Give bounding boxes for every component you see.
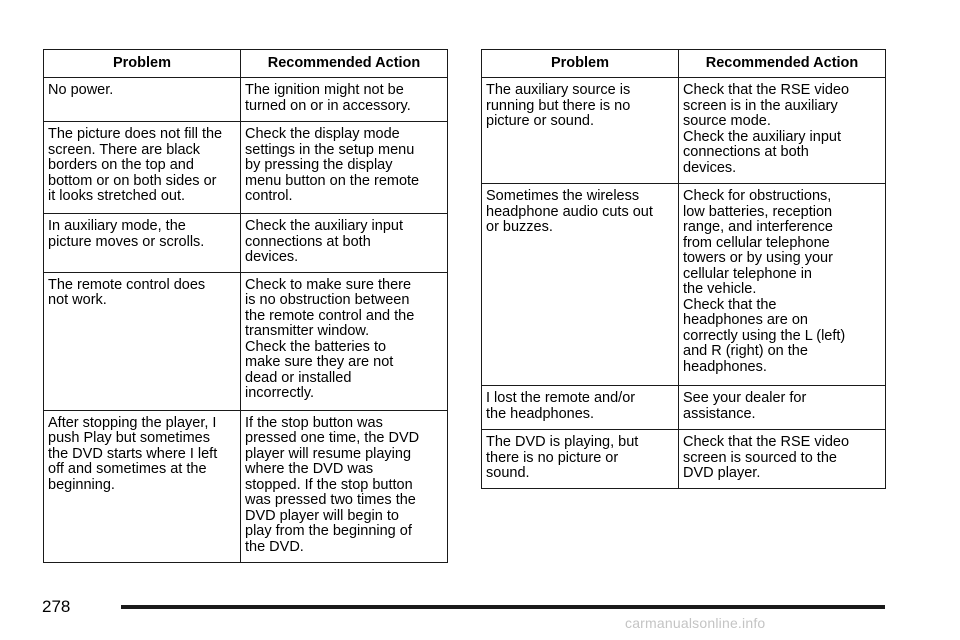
problem-cell: In auxiliary mode, the picture moves or scrolls. [44,214,241,273]
table-row [44,214,448,273]
action-cell: If the stop button was pressed one time, the DVD player will resume playing where the DVD was stopped. If the stop button was pressed two times the DVD player will begin to play from the beginning of the DVD. [241,410,448,562]
table-row [44,272,448,410]
action-cell: Check to make sure there is no obstruction between the remote control and the transmitter window. Check the batteries to make sure they are not dead or installed incorrectly. [241,272,448,410]
troubleshooting-table-right [481,49,886,489]
table-header-row [44,50,448,78]
problem-cell: No power. [44,78,241,122]
action-cell: Check for obstructions, low batteries, reception range, and interference from cellular telephone towers or by using your cellular telephone in the vehicle. Check that the headphones are on correctly using the L (left) and R (right) on the headphones. [679,184,886,386]
action-cell: Check the display mode settings in the setup menu by pressing the display menu button on the remote control. [241,122,448,214]
table-row [44,122,448,214]
table-row [482,78,886,184]
action-cell: Check that the RSE video screen is sourced to the DVD player. [679,430,886,489]
problem-cell: Sometimes the wireless headphone audio cuts out or buzzes. [482,184,679,386]
problem-cell: The auxiliary source is running but there is no picture or sound. [482,78,679,184]
column-header-problem: Problem [44,50,241,78]
watermark: carmanualsonline.info [625,615,766,631]
table-row [482,184,886,386]
problem-cell: The remote control does not work. [44,272,241,410]
table-row [44,78,448,122]
action-cell: Check that the RSE video screen is in the auxiliary source mode. Check the auxiliary input connections at both devices. [679,78,886,184]
table-row [44,410,448,562]
table-row [482,430,886,489]
troubleshooting-table-left [43,49,448,563]
column-header-recommended-action: Recommended Action [241,50,448,78]
problem-cell: After stopping the player, I push Play but sometimes the DVD starts where I left off and sometimes at the beginning. [44,410,241,562]
table-header-row [482,50,886,78]
problem-cell: I lost the remote and/or the headphones. [482,386,679,430]
action-cell: See your dealer for assistance. [679,386,886,430]
action-cell: Check the auxiliary input connections at both devices. [241,214,448,273]
footer-rule [121,605,885,609]
table-row [482,386,886,430]
page-number: 278 [42,597,71,616]
column-header-problem: Problem [482,50,679,78]
problem-cell: The picture does not fill the screen. There are black borders on the top and bottom or on both sides or it looks stretched out. [44,122,241,214]
action-cell: The ignition might not be turned on or in accessory. [241,78,448,122]
column-header-recommended-action: Recommended Action [679,50,886,78]
problem-cell: The DVD is playing, but there is no picture or sound. [482,430,679,489]
